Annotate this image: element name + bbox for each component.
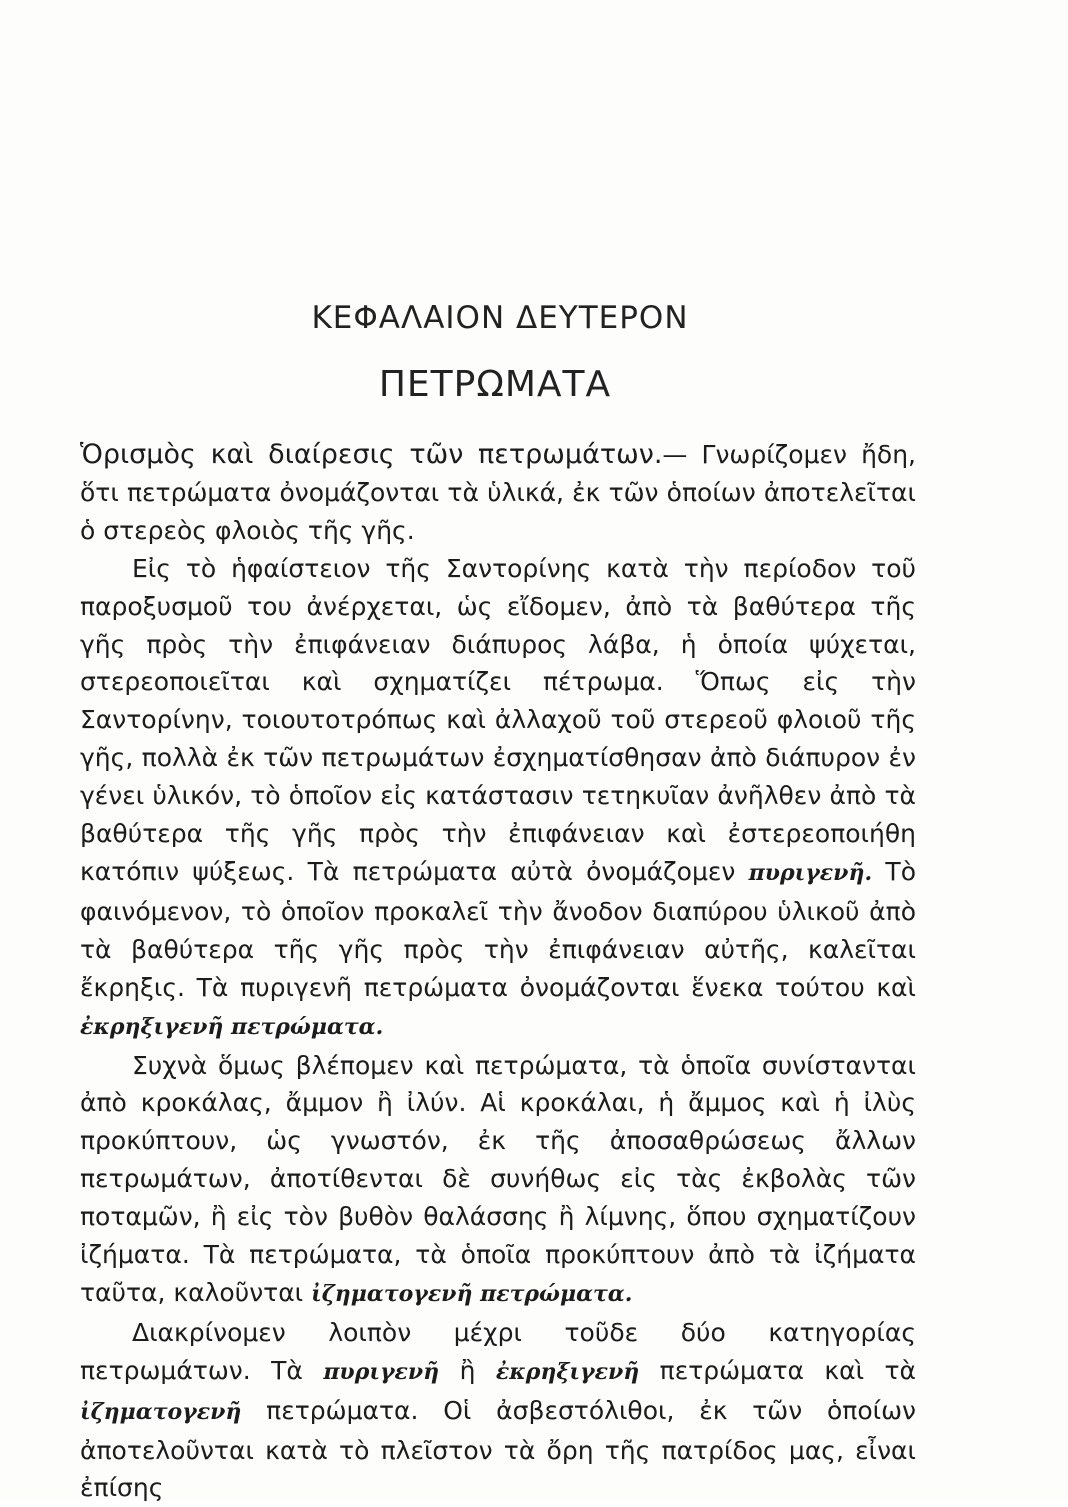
term-emphasis: ἰζηματογενῆ πετρώματα. xyxy=(311,1280,633,1307)
chapter-label: ΚΕΦΑΛΑΙΟΝ ΔΕΥΤΕΡΟΝ xyxy=(311,300,689,336)
term-emphasis: ἐκρηξιγενῆ πετρώματα. xyxy=(80,1013,384,1040)
term-emphasis: πυριγενῆ. xyxy=(748,859,873,886)
term-emphasis: ἐκρηξιγενῆ xyxy=(495,1358,640,1385)
section-heading: Ὁρισμὸς καὶ διαίρεσις τῶν πετρωμάτων. xyxy=(80,439,663,470)
paragraph-sedimentary xyxy=(80,1047,916,1314)
section-paragraph xyxy=(80,436,916,550)
body-text xyxy=(80,436,916,1507)
paragraph-text: ἢ xyxy=(459,1355,476,1385)
section-heading-tail: — Γνωρίζομεν ἤδη, ὅτι πετρώματα ὀνομάζονται τὰ ὑλικά, ἐκ τῶν ὁποίων ἀποτελεῖται ὁ στερεὸς φλοιὸς τῆς γῆς. xyxy=(80,440,916,545)
paragraph-text: Διακρίνομεν λοιπὸν μέχρι τοῦδε δύο κατηγορίας πετρωμάτων. Τὰ xyxy=(80,1317,916,1385)
term-emphasis: ἰζηματογενῆ xyxy=(80,1398,242,1425)
paragraph-text: πετρώματα. Οἱ ἀσβεστόλιθοι, ἐκ τῶν ὁποίων ἀποτελοῦνται κατὰ τὸ πλεῖστον τὰ ὄρη τῆς πατρίδος μας, εἶναι ἐπίσης xyxy=(80,1395,917,1503)
paragraph-text: Συχνὰ ὅμως βλέπομεν καὶ πετρώματα, τὰ ὁποῖα συνίστανται ἀπὸ κροκάλας, ἄμμον ἢ ἰλύν. Αἱ κροκάλαι, ἡ ἄμμος καὶ ἡ ἰλὺς προκύπτουν, ὡς γνωστόν, ἐκ τῆς ἀποσαθρώσεως ἄλλων πετρωμάτων, ἀποτίθενται δὲ συνήθως εἰς τὰς ἐκβολὰς τῶν ποταμῶν, ἢ εἰς τὸν βυθὸν θαλάσσης ἢ λίμνης, ὅπου σχηματίζουν ἰζήματα. Τὰ πετρώματα, τὰ ὁποῖα προκύπτουν ἀπὸ τὰ ἰζήματα ταῦτα, καλοῦνται xyxy=(80,1050,916,1307)
paragraph-igneous xyxy=(80,550,916,1047)
chapter-title: ΠΕΤΡΩΜΑΤΑ xyxy=(378,364,612,405)
paragraph-text: Εἰς τὸ ἡφαίστειον τῆς Σαντορίνης κατὰ τὴν περίοδον τοῦ παροξυσμοῦ του ἀνέρχεται, ὡς εἴδομεν, ἀπὸ τὰ βαθύτερα τῆς γῆς πρὸς τὴν ἐπιφάνειαν διάπυρος λάβα, ἡ ὁποία ψύχεται, στερεοποιεῖται καὶ σχηματίζει πέτρωμα. Ὅπως εἰς τὴν Σαντορίνην, τοιουτοτρόπως καὶ ἀλλαχοῦ τοῦ στερεοῦ φλοιοῦ τῆς γῆς, πολλὰ ἐκ τῶν πετρωμάτων ἐσχηματίσθησαν ἀπὸ διάπυρον ἐν γένει ὑλικόν, τὸ ὁποῖον εἰς κατάστασιν τετηκυῖαν ἀνῆλθεν ἀπὸ τὰ βαθύτερα τῆς γῆς πρὸς τὴν ἐπιφάνειαν καὶ ἐστερεοποιήθη κατόπιν ψύξεως. Τὰ πετρώματα αὐτὰ ὀνομάζομεν xyxy=(80,553,916,886)
term-emphasis: πυριγενῆ xyxy=(323,1358,440,1385)
paragraph-categories xyxy=(80,1314,916,1507)
paragraph-text: πετρώματα καὶ τὰ xyxy=(659,1355,917,1385)
paragraph-text: Τὸ φαινόμενον, τὸ ὁποῖον προκαλεῖ τὴν ἄνοδον διαπύρου ὑλικοῦ ἀπὸ τὰ βαθύτερα τῆς γῆς πρὸς τὴν ἐπιφάνειαν αὐτῆς, καλεῖται ἔκρηξις. Τὰ πυριγενῆ πετρώματα ὀνομάζονται ἕνεκα τούτου καὶ xyxy=(80,856,916,1002)
